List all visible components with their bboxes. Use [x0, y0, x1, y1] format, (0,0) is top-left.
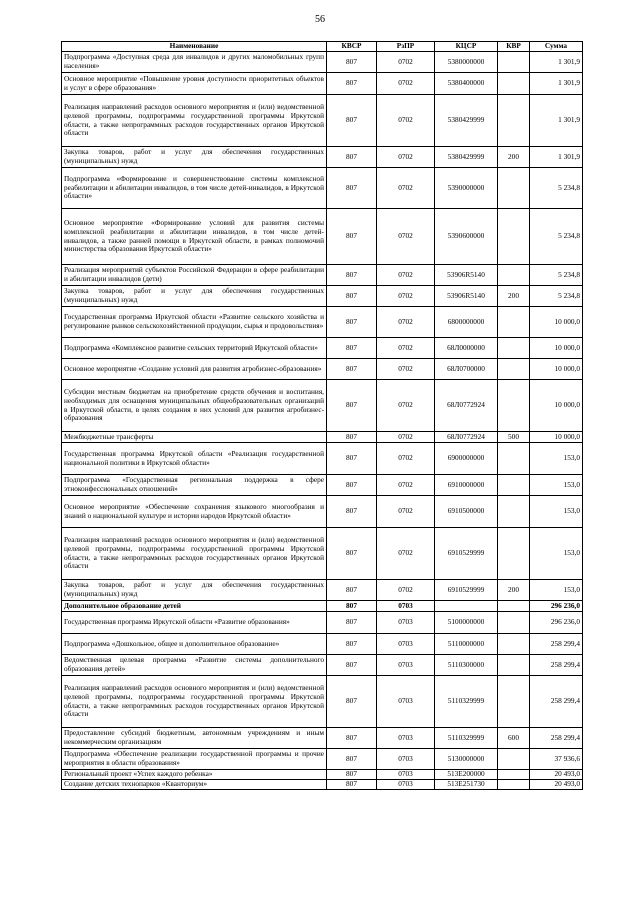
cell-kvsr: 807	[327, 634, 377, 655]
cell-rzpr: 0702	[377, 443, 435, 475]
cell-kvsr: 807	[327, 780, 377, 790]
header-kvr: КВР	[498, 42, 530, 52]
table-row	[62, 73, 583, 95]
cell-kvr: 200	[498, 286, 530, 307]
cell-kcsr: 5110300000	[435, 655, 498, 676]
cell-kvsr: 807	[327, 443, 377, 475]
cell-kcsr: 5380400000	[435, 73, 498, 95]
cell-sum: 1 301,9	[530, 52, 583, 73]
cell-kvr: 200	[498, 147, 530, 168]
cell-rzpr: 0702	[377, 95, 435, 147]
cell-kcsr: 5110000000	[435, 634, 498, 655]
cell-rzpr: 0702	[377, 528, 435, 580]
cell-sum: 20 493,0	[530, 770, 583, 780]
cell-kcsr: 6910529999	[435, 580, 498, 601]
cell-rzpr: 0702	[377, 496, 435, 528]
cell-kvsr: 807	[327, 770, 377, 780]
cell-rzpr: 0702	[377, 580, 435, 601]
cell-sum: 5 234,8	[530, 286, 583, 307]
table-row	[62, 286, 583, 307]
table-row	[62, 749, 583, 770]
cell-kvsr: 807	[327, 147, 377, 168]
cell-kvsr: 807	[327, 307, 377, 338]
cell-kvsr: 807	[327, 728, 377, 749]
cell-kcsr: 5380429999	[435, 95, 498, 147]
cell-kcsr: 5130000000	[435, 749, 498, 770]
cell-rzpr: 0703	[377, 728, 435, 749]
cell-kvsr: 807	[327, 95, 377, 147]
table-row	[62, 580, 583, 601]
cell-sum: 37 936,6	[530, 749, 583, 770]
header-name: Наименование	[62, 42, 327, 52]
table-row	[62, 634, 583, 655]
table-row	[62, 359, 583, 380]
cell-kvr	[498, 655, 530, 676]
cell-kvsr: 807	[327, 749, 377, 770]
table-row	[62, 770, 583, 780]
table-row	[62, 168, 583, 209]
cell-name: Основное мероприятие «Повышение уровня доступности приоритетных объектов и услуг в сфере образования»	[62, 73, 327, 95]
cell-name: Закупка товаров, работ и услуг для обеспечения государственных (муниципальных) нужд	[62, 580, 327, 601]
table-row	[62, 209, 583, 265]
cell-sum: 258 299,4	[530, 676, 583, 728]
cell-sum: 10 000,0	[530, 307, 583, 338]
cell-name: Подпрограмма «Комплексное развитие сельских территорий Иркутской области»	[62, 338, 327, 359]
cell-name: Дополнительное образование детей	[62, 601, 327, 612]
cell-name: Подпрограмма «Обеспечение реализации государственной программы и прочие мероприятия в области образования»	[62, 749, 327, 770]
cell-rzpr: 0702	[377, 73, 435, 95]
cell-name: Государственная программа Иркутской области «Развитие сельского хозяйства и регулирование рынков сельскохозяйственной продукции, сырья и продовольствия»	[62, 307, 327, 338]
cell-name: Подпрограмма «Дошкольное, общее и дополнительное образование»	[62, 634, 327, 655]
cell-kcsr: 6910500000	[435, 496, 498, 528]
cell-kvsr: 807	[327, 380, 377, 432]
cell-kvr: 500	[498, 432, 530, 443]
cell-name: Закупка товаров, работ и услуг для обеспечения государственных (муниципальных) нужд	[62, 286, 327, 307]
cell-kvsr: 807	[327, 601, 377, 612]
cell-kvsr: 807	[327, 676, 377, 728]
cell-kvr	[498, 780, 530, 790]
cell-kvsr: 807	[327, 265, 377, 286]
header-kcsr: КЦСР	[435, 42, 498, 52]
cell-sum: 258 299,4	[530, 634, 583, 655]
cell-rzpr: 0703	[377, 780, 435, 790]
cell-kvr	[498, 634, 530, 655]
cell-name: Предоставление субсидий бюджетным, автономным учреждениям и иным некоммерческим организациям	[62, 728, 327, 749]
cell-kvr	[498, 528, 530, 580]
table-row	[62, 728, 583, 749]
cell-kvr	[498, 749, 530, 770]
cell-sum: 296 236,0	[530, 601, 583, 612]
cell-kcsr: 53906R5140	[435, 265, 498, 286]
cell-rzpr: 0702	[377, 432, 435, 443]
cell-kcsr: 6900000000	[435, 443, 498, 475]
cell-kvr	[498, 475, 530, 496]
cell-sum: 5 234,8	[530, 168, 583, 209]
cell-sum: 10 000,0	[530, 338, 583, 359]
cell-rzpr: 0703	[377, 749, 435, 770]
table-row	[62, 338, 583, 359]
cell-sum: 10 000,0	[530, 432, 583, 443]
cell-name: Создание детских технопарков «Кванториум»	[62, 780, 327, 790]
table-row	[62, 528, 583, 580]
table-row	[62, 676, 583, 728]
cell-rzpr: 0702	[377, 380, 435, 432]
header-sum: Сумма	[530, 42, 583, 52]
cell-sum: 258 299,4	[530, 728, 583, 749]
cell-sum: 153,0	[530, 528, 583, 580]
cell-sum: 153,0	[530, 443, 583, 475]
table-header-row	[62, 42, 583, 52]
cell-sum: 5 234,8	[530, 265, 583, 286]
cell-sum: 153,0	[530, 580, 583, 601]
cell-kvsr: 807	[327, 359, 377, 380]
cell-kvr: 200	[498, 580, 530, 601]
cell-kvr	[498, 168, 530, 209]
cell-name: Субсидии местным бюджетам на приобретение средств обучения и воспитания, необходимых для оснащения муниципальных общеобразовательных организаций в Иркутской области, в целях создания в них условий для развития агробизнес-образования	[62, 380, 327, 432]
cell-kvsr: 807	[327, 528, 377, 580]
table-row	[62, 147, 583, 168]
cell-kvr	[498, 73, 530, 95]
cell-kcsr	[435, 601, 498, 612]
cell-rzpr: 0702	[377, 209, 435, 265]
cell-kcsr: 68Л0000000	[435, 338, 498, 359]
cell-sum: 1 301,9	[530, 73, 583, 95]
cell-kcsr: 53906R5140	[435, 286, 498, 307]
cell-rzpr: 0702	[377, 338, 435, 359]
table-row	[62, 432, 583, 443]
cell-kvr	[498, 676, 530, 728]
header-kvsr: КВСР	[327, 42, 377, 52]
cell-kvr	[498, 95, 530, 147]
cell-kvr	[498, 359, 530, 380]
cell-rzpr: 0703	[377, 770, 435, 780]
cell-sum: 153,0	[530, 496, 583, 528]
cell-name: Подпрограмма «Формирование и совершенствование системы комплексной реабилитации и абилитации инвалидов, в том числе детей-инвалидов, в Иркутской области»	[62, 168, 327, 209]
cell-kcsr: 6910529999	[435, 528, 498, 580]
cell-kvr	[498, 612, 530, 634]
header-rzpr: РзПР	[377, 42, 435, 52]
cell-kcsr: 5380429999	[435, 147, 498, 168]
table-row	[62, 601, 583, 612]
cell-kcsr: 5100000000	[435, 612, 498, 634]
cell-sum: 1 301,9	[530, 95, 583, 147]
cell-sum: 153,0	[530, 475, 583, 496]
cell-kcsr: 68Л0772924	[435, 380, 498, 432]
cell-rzpr: 0702	[377, 265, 435, 286]
cell-kvsr: 807	[327, 286, 377, 307]
cell-kvr	[498, 52, 530, 73]
cell-name: Подпрограмма «Государственная региональная поддержка в сфере этноконфессиональных отношений»	[62, 475, 327, 496]
cell-kcsr: 513E200000	[435, 770, 498, 780]
cell-kcsr: 5110329999	[435, 676, 498, 728]
cell-kvsr: 807	[327, 612, 377, 634]
table-row	[62, 307, 583, 338]
cell-kcsr: 5390600000	[435, 209, 498, 265]
cell-kvr	[498, 443, 530, 475]
table-row	[62, 612, 583, 634]
cell-sum: 10 000,0	[530, 359, 583, 380]
cell-kcsr: 6910000000	[435, 475, 498, 496]
cell-rzpr: 0702	[377, 52, 435, 73]
cell-rzpr: 0703	[377, 676, 435, 728]
cell-sum: 258 299,4	[530, 655, 583, 676]
cell-rzpr: 0702	[377, 286, 435, 307]
table-row	[62, 780, 583, 790]
table-row	[62, 265, 583, 286]
cell-sum: 296 236,0	[530, 612, 583, 634]
table-row	[62, 52, 583, 73]
cell-kcsr: 5380000000	[435, 52, 498, 73]
cell-kvsr: 807	[327, 655, 377, 676]
cell-kvsr: 807	[327, 338, 377, 359]
cell-name: Реализация направлений расходов основного мероприятия и (или) ведомственной целевой программы, подпрограммы государственной программы Иркутской области, а также непрограммных расходов государственных органов Иркутской области	[62, 528, 327, 580]
cell-rzpr: 0702	[377, 147, 435, 168]
cell-sum: 5 234,8	[530, 209, 583, 265]
cell-kvr	[498, 338, 530, 359]
cell-kcsr: 5390000000	[435, 168, 498, 209]
cell-sum: 10 000,0	[530, 380, 583, 432]
cell-kvr	[498, 209, 530, 265]
cell-name: Государственная программа Иркутской области «Реализация государственной национальной политики в Иркутской области»	[62, 443, 327, 475]
table-row	[62, 475, 583, 496]
cell-name: Региональный проект «Успех каждого ребенка»	[62, 770, 327, 780]
cell-kvsr: 807	[327, 209, 377, 265]
cell-rzpr: 0703	[377, 655, 435, 676]
table-row	[62, 380, 583, 432]
cell-kvr	[498, 380, 530, 432]
cell-name: Межбюджетные трансферты	[62, 432, 327, 443]
cell-name: Основное мероприятие «Создание условий для развития агробизнес-образования»	[62, 359, 327, 380]
cell-name: Реализация мероприятий субъектов Российской Федерации в сфере реабилитации и абилитации инвалидов (дети)	[62, 265, 327, 286]
cell-kvr	[498, 307, 530, 338]
cell-kvsr: 807	[327, 475, 377, 496]
cell-kvr	[498, 770, 530, 780]
cell-name: Подпрограмма «Доступная среда для инвалидов и других маломобильных групп населения»	[62, 52, 327, 73]
cell-kvsr: 807	[327, 73, 377, 95]
cell-kvr	[498, 601, 530, 612]
cell-rzpr: 0702	[377, 359, 435, 380]
cell-name: Закупка товаров, работ и услуг для обеспечения государственных (муниципальных) нужд	[62, 147, 327, 168]
cell-kvr	[498, 496, 530, 528]
cell-kvsr: 807	[327, 580, 377, 601]
cell-kcsr: 68Л0772924	[435, 432, 498, 443]
cell-kvsr: 807	[327, 52, 377, 73]
budget-table	[61, 41, 583, 790]
page-number: 56	[315, 14, 325, 25]
cell-kvr: 600	[498, 728, 530, 749]
table-row	[62, 443, 583, 475]
cell-kcsr: 5110329999	[435, 728, 498, 749]
cell-rzpr: 0703	[377, 634, 435, 655]
cell-rzpr: 0702	[377, 168, 435, 209]
cell-rzpr: 0703	[377, 601, 435, 612]
cell-name: Государственная программа Иркутской области «Развитие образования»	[62, 612, 327, 634]
cell-rzpr: 0702	[377, 307, 435, 338]
cell-name: Ведомственная целевая программа «Развитие системы дополнительного образования детей»	[62, 655, 327, 676]
cell-name: Основное мероприятие «Формирование условий для развития системы комплексной реабилитации и абилитации инвалидов, в том числе детей-инвалидов, а также ранней помощи в Иркутской области, в рамках полномочий министерства образования Иркутской области»	[62, 209, 327, 265]
cell-kvsr: 807	[327, 432, 377, 443]
table-row	[62, 496, 583, 528]
cell-sum: 1 301,9	[530, 147, 583, 168]
cell-kvsr: 807	[327, 168, 377, 209]
cell-kcsr: 6800000000	[435, 307, 498, 338]
cell-name: Основное мероприятие «Обеспечение сохранения языкового многообразия и знаний о национальной культуре и истории народов Иркутской области»	[62, 496, 327, 528]
cell-name: Реализация направлений расходов основного мероприятия и (или) ведомственной целевой программы, подпрограммы государственной программы Иркутской области, а также непрограммных расходов государственных органов Иркутской области	[62, 676, 327, 728]
cell-sum: 20 493,0	[530, 780, 583, 790]
cell-kcsr: 68Л0700000	[435, 359, 498, 380]
cell-rzpr: 0702	[377, 475, 435, 496]
cell-kvsr: 807	[327, 496, 377, 528]
cell-rzpr: 0703	[377, 612, 435, 634]
cell-name: Реализация направлений расходов основного мероприятия и (или) ведомственной целевой программы, подпрограммы государственной программы Иркутской области, а также непрограммных расходов государственных органов Иркутской области	[62, 95, 327, 147]
cell-kcsr: 513E251730	[435, 780, 498, 790]
table-row	[62, 95, 583, 147]
cell-kvr	[498, 265, 530, 286]
table-row	[62, 655, 583, 676]
